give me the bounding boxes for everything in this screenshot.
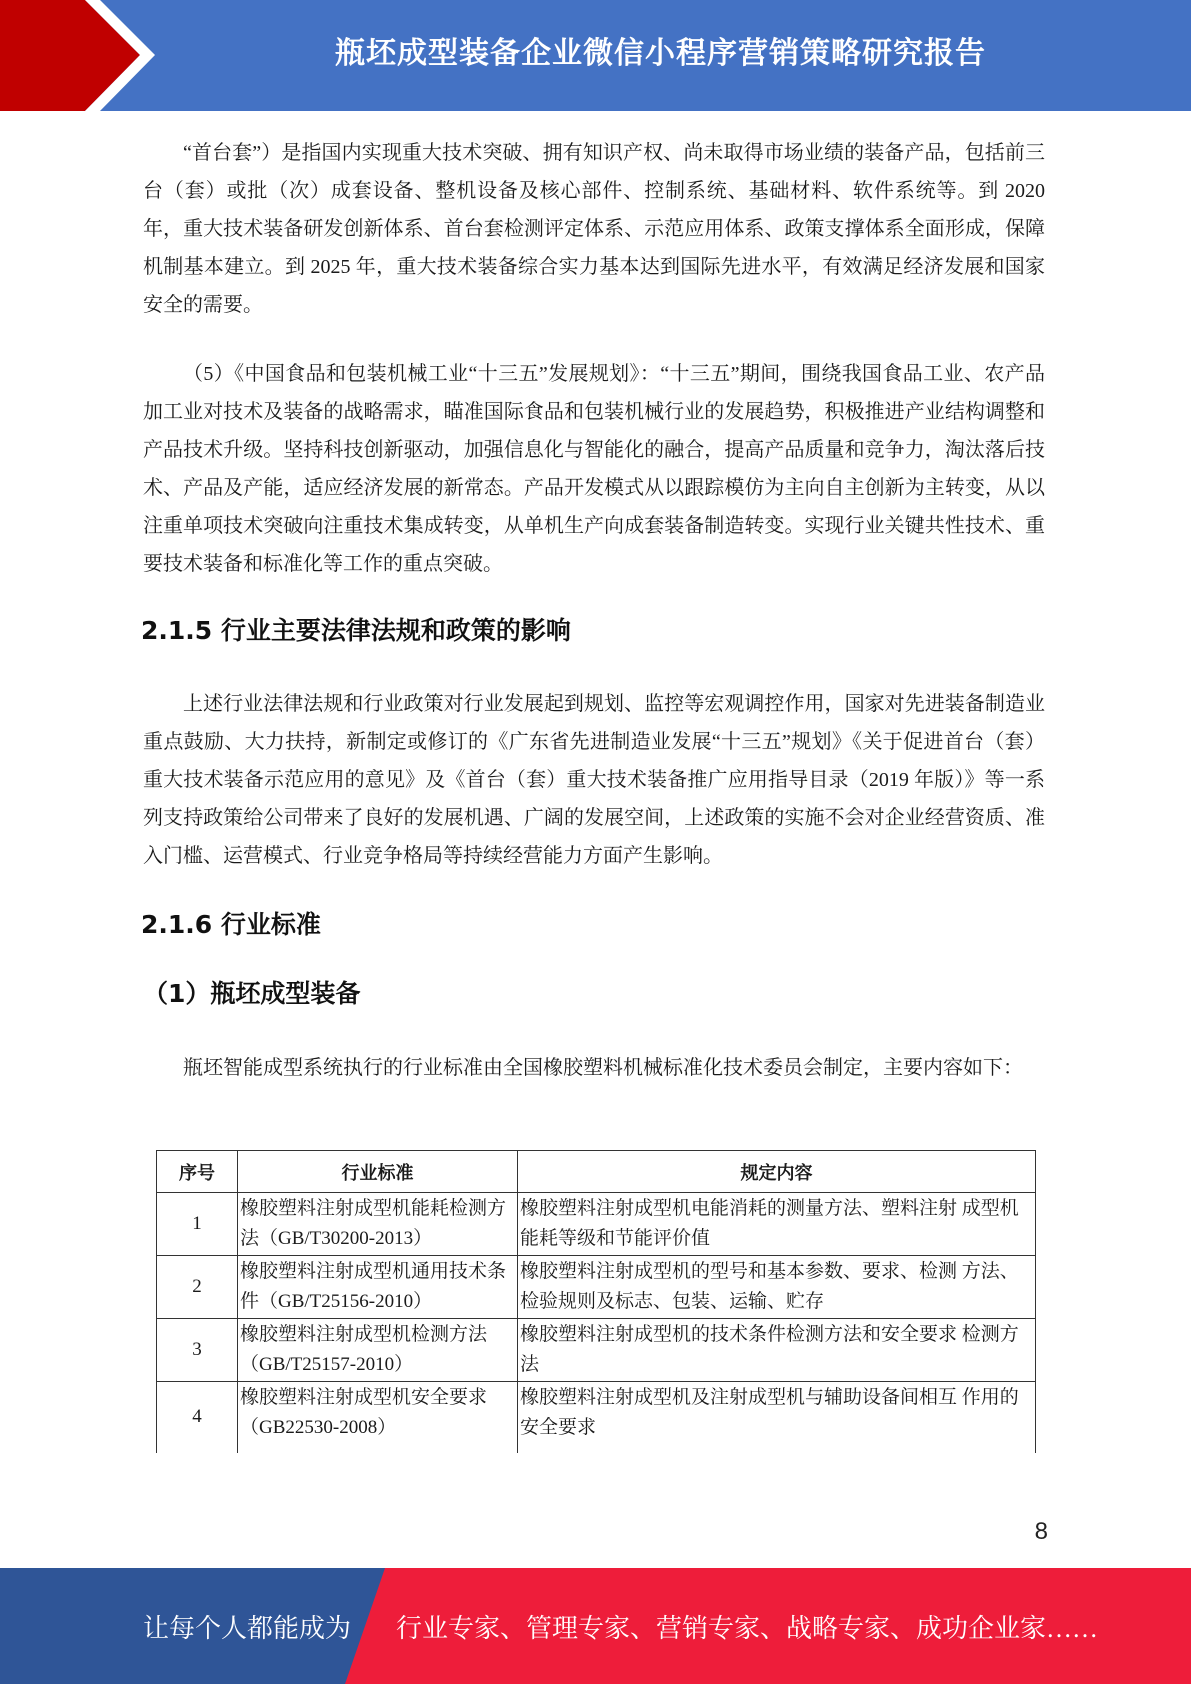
- header-serial-number: 序号: [157, 1151, 238, 1193]
- table-header-row: [157, 1151, 1036, 1193]
- section-heading-2-1-5: 2.1.5 行业主要法律法规和政策的影响: [141, 616, 571, 645]
- row-standard: 橡胶塑料注射成型机能耗检测方法（GB/T30200-2013）: [238, 1193, 518, 1256]
- subsection-heading-preform-equipment: （1）瓶坯成型装备: [143, 979, 361, 1008]
- row-standard: 橡胶塑料注射成型机通用技术条件（GB/T25156-2010）: [238, 1256, 518, 1319]
- header-arrow-decoration: [0, 0, 170, 111]
- row-number: 1: [157, 1193, 238, 1256]
- row-content: 橡胶塑料注射成型机的型号和基本参数、要求、检测 方法、检验规则及标志、包装、运输、贮存: [518, 1256, 1036, 1319]
- page-header: [0, 0, 1191, 111]
- header-regulated-content: 规定内容: [518, 1151, 1036, 1193]
- table-row: [157, 1382, 1036, 1453]
- table-row: [157, 1256, 1036, 1319]
- row-number: 3: [157, 1319, 238, 1382]
- row-number: 2: [157, 1256, 238, 1319]
- industry-standards-table: [156, 1150, 1036, 1453]
- footer-slogan-left: 让每个人都能成为: [143, 1613, 352, 1643]
- page-number: 8: [1034, 1518, 1048, 1545]
- footer-slogan-right: 行业专家、管理专家、营销专家、战略专家、成功企业家……: [396, 1613, 1099, 1643]
- paragraph-food-packaging-plan: （5）《中国食品和包装机械工业“十三五”发展规划》：“十三五”期间，围绕我国食品工业、农产品加工业对技术及装备的战略需求，瞄准国际食品和包装机械行业的发展趋势，积极推进产业结构调整和产品技术升级。坚持科技创新驱动，加强信息化与智能化的融合，提高产品质量和竞争力，淘汰落后技术、产品及产能，适应经济发展的新常态。产品开发模式从以跟踪模仿为主向自主创新为主转变，从以注重单项技术突破向注重技术集成转变，从单机生产向成套装备制造转变。实现行业关键共性技术、重要技术装备和标准化等工作的重点突破。: [143, 363, 1045, 575]
- row-content: 橡胶塑料注射成型机及注射成型机与辅助设备间相互 作用的安全要求: [518, 1382, 1036, 1453]
- section-heading-2-1-6: 2.1.6 行业标准: [141, 910, 321, 939]
- page-footer: [0, 1568, 1191, 1684]
- paragraph-policy-impact: 上述行业法律法规和行业政策对行业发展起到规划、监控等宏观调控作用，国家对先进装备制造业重点鼓励、大力扶持，新制定或修订的《广东省先进制造业发展“十三五”规划》《关于促进首台（套）重大技术装备示范应用的意见》及《首台（套）重大技术装备推广应用指导目录（2019 年版）》等一系列支持政策给公司带来了良好的发展机遇、广阔的发展空间，上述政策的实施不会对企业经营资质、准入门槛、运营模式、行业竞争格局等持续经营能力方面产生影响。: [143, 693, 1045, 867]
- table-row: [157, 1319, 1036, 1382]
- row-standard: 橡胶塑料注射成型机安全要求（GB22530-2008）: [238, 1382, 518, 1453]
- table-row: [157, 1193, 1036, 1256]
- row-standard: 橡胶塑料注射成型机检测方法（GB/T25157-2010）: [238, 1319, 518, 1382]
- row-number: 4: [157, 1382, 238, 1453]
- row-content: 橡胶塑料注射成型机的技术条件检测方法和安全要求 检测方法: [518, 1319, 1036, 1382]
- row-content: 橡胶塑料注射成型机电能消耗的测量方法、塑料注射 成型机能耗等级和节能评价值: [518, 1193, 1036, 1256]
- paragraph-standards-intro: 瓶坯智能成型系统执行的行业标准由全国橡胶塑料机械标准化技术委员会制定，主要内容如下：: [183, 1057, 1023, 1079]
- report-title: 瓶坯成型装备企业微信小程序营销策略研究报告: [335, 37, 986, 70]
- header-industry-standard: 行业标准: [238, 1151, 518, 1193]
- paragraph-first-set-definition: “首台套”）是指国内实现重大技术突破、拥有知识产权、尚未取得市场业绩的装备产品，包括前三台（套）或批（次）成套设备、整机设备及核心部件、控制系统、基础材料、软件系统等。到 2020 年，重大技术装备研发创新体系、首台套检测评定体系、示范应用体系、政策支撑体系全面形成，保障机制基本建立。到 2025 年，重大技术装备综合实力基本达到国际先进水平，有效满足经济发展和国家安全的需要。: [143, 142, 1045, 316]
